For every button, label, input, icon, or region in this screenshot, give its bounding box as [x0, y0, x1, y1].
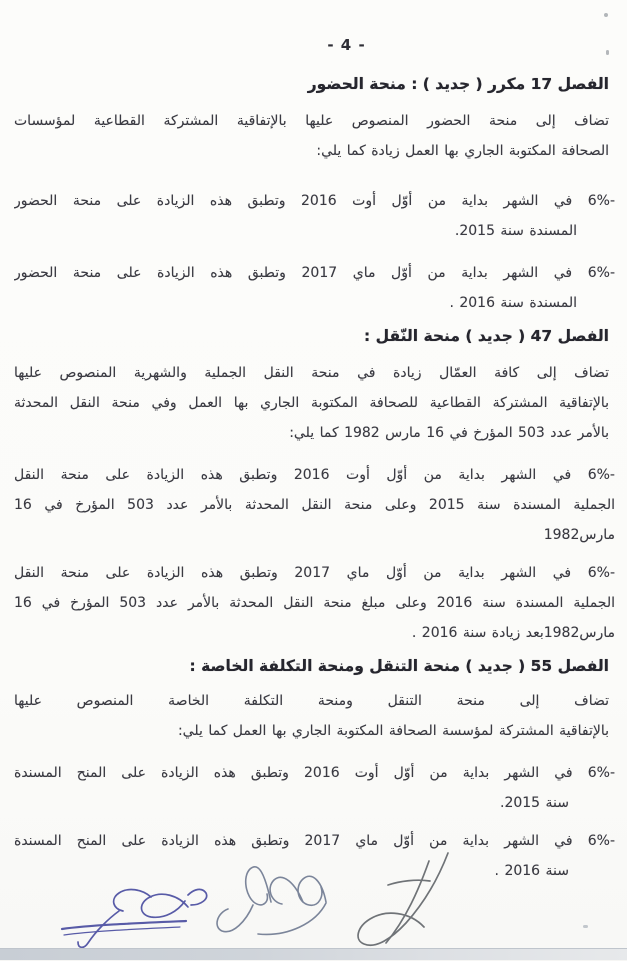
bullet-line: -6% في الشهر بداية من أوّل أوت 2016 وتطبق هذه الزيادة على المنح المسندة	[14, 765, 615, 781]
bullet-line: سنة 2016 .	[494, 863, 569, 879]
paragraph-line: تضاف إلى منحة الحضور المنصوص عليها بالإتفاقية المشتركة القطاعية لمؤسسات	[14, 113, 609, 129]
bullet-increase-may-2017-transport	[14, 558, 615, 648]
bullet-increase-may-2017-grants	[14, 826, 615, 886]
scan-speck-icon	[604, 13, 608, 17]
bullet-increase-aug-2016-attendance	[14, 186, 615, 246]
paragraph-line: بالأمر عدد 503 المؤرخ في 16 مارس 1982 كما يلي:	[289, 425, 609, 441]
bullet-line: المسندة سنة 2015.	[454, 223, 577, 239]
paragraph-line: تضاف إلى كافة العمّال زيادة في منحة النقل الجملية والشهرية المنصوص عليها	[14, 365, 609, 381]
paragraph-article-17-intro	[14, 106, 615, 166]
paragraph-line: تضاف إلى منحة التنقل ومنحة التكلفة الخاصة المنصوص عليها	[14, 693, 609, 709]
bullet-increase-aug-2016-transport	[14, 460, 615, 550]
bullet-line: -6% في الشهر بداية من أوّل أوت 2016 وتطبق هذه الزيادة على منحة النقل	[14, 467, 615, 483]
bullet-line: سنة 2015.	[499, 795, 569, 811]
paragraph-article-55-intro	[14, 686, 615, 746]
bullet-line: المسندة سنة 2016 .	[449, 295, 577, 311]
bullet-line: -6% في الشهر بداية من أوّل ماي 2017 وتطبق هذه الزيادة على منحة الحضور	[14, 265, 615, 281]
paragraph-line: الصحافة المكتوبة الجاري بها العمل زيادة كما يلي:	[316, 143, 609, 159]
section-heading-article-17: الفصل 17 مكرر ( جديد ) : منحة الحضور	[307, 75, 609, 93]
bullet-increase-aug-2016-grants	[14, 758, 615, 818]
bullet-line: مارس1982بعد زيادة سنة 2016 .	[411, 625, 615, 641]
bullet-line: -6% في الشهر بداية من أوّل ماي 2017 وتطبق هذه الزيادة على المنح المسندة	[14, 833, 615, 849]
paragraph-article-47-intro	[14, 358, 615, 448]
paragraph-line: بالإتفاقية المشتركة القطاعية للصحافة المكتوبة الجاري بها العمل وفي منحة النقل المحدثة	[14, 395, 609, 411]
section-heading-article-47: الفصل 47 ( جديد ) منحة النّقل :	[364, 327, 609, 345]
bullet-line: مارس1982	[543, 527, 615, 543]
page-number: - 4 -	[327, 36, 366, 54]
paragraph-line: بالإتفاقية المشتركة لمؤسسة الصحافة المكتوبة الجاري بها العمل كما يلي:	[177, 723, 609, 739]
scan-speck-icon	[583, 925, 588, 928]
scan-edge-strip	[0, 948, 627, 960]
bullet-line: -6% في الشهر بداية من أوّل أوت 2016 وتطبق هذه الزيادة على منحة الحضور	[14, 193, 615, 209]
section-heading-article-55: الفصل 55 ( جديد ) منحة التنقل ومنحة التكلفة الخاصة :	[189, 657, 609, 675]
bullet-increase-may-2017-attendance	[14, 258, 615, 318]
bullet-line: الجملية المسندة سنة 2015 وعلى منحة النقل المحدثة بالأمر عدد 503 المؤرخ في 16	[14, 497, 615, 513]
scan-speck-icon	[606, 50, 609, 55]
bullet-line: الجملية المسندة سنة 2016 وعلى مبلغ منحة النقل المحدثة بالأمر عدد 503 المؤرخ في 16	[14, 595, 615, 611]
bullet-line: -6% في الشهر بداية من أوّل ماي 2017 وتطبق هذه الزيادة على منحة النقل	[14, 565, 615, 581]
